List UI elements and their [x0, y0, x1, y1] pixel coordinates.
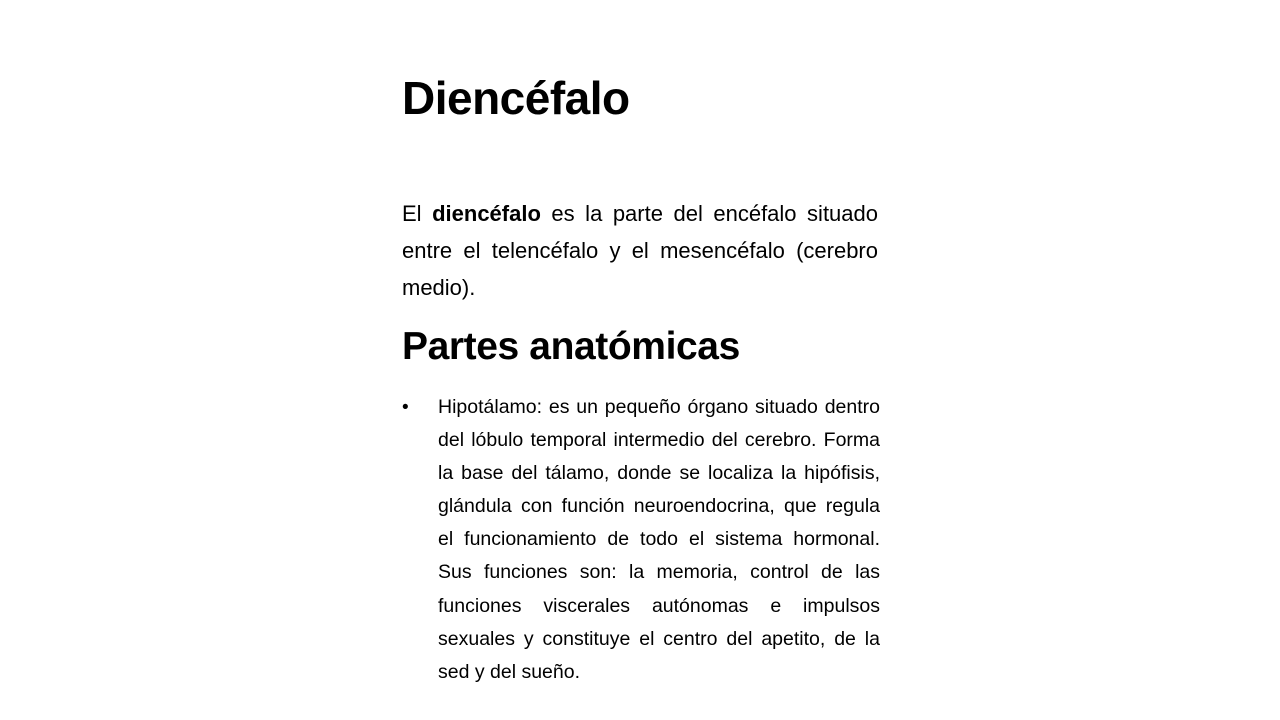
list-item: [402, 391, 880, 689]
intro-paragraph: [402, 195, 878, 306]
intro-prefix: El: [402, 201, 433, 226]
intro-suffix: es la parte del encéfalo situado entre el telencéfalo y el mesencéfalo (cerebro medio).: [402, 201, 878, 300]
slide-title: Diencéfalo: [402, 72, 630, 124]
bullet-list: [402, 391, 880, 689]
intro-bold-term: diencéfalo: [432, 201, 541, 226]
bullet-marker: •: [402, 397, 409, 418]
bullet-text: Hipotálamo: es un pequeño órgano situado dentro del lóbulo temporal intermedio del cerebro. Forma la base del tálamo, donde se localiza la hipófisis, glándula con función neuroendocrina, que regula el funcionamiento de todo el sistema hormonal. Sus funciones son: la memoria, control de las funciones viscerales autónomas e impulsos sexuales y constituye el centro del apetito, de la sed y del sueño.: [438, 396, 880, 683]
section-subtitle: Partes anatómicas: [402, 325, 740, 368]
